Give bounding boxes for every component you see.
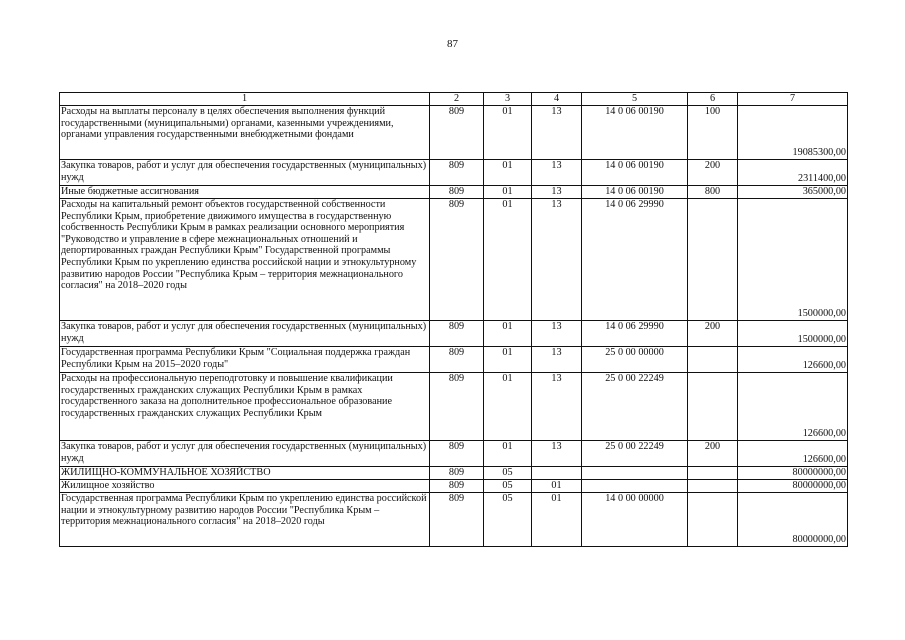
row-target-article: 14 0 06 00190: [582, 160, 688, 186]
row-amount: 365000,00: [738, 186, 848, 199]
row-amount: 80000000,00: [738, 467, 848, 480]
row-target-article: 14 0 06 29990: [582, 321, 688, 347]
row-ministry-code: 809: [430, 373, 484, 441]
table-row: [60, 373, 848, 441]
row-subsection-code: 13: [532, 160, 582, 186]
row-ministry-code: 809: [430, 199, 484, 321]
row-subsection-code: 13: [532, 321, 582, 347]
row-description: Расходы на капитальный ремонт объектов государственной собственности Республики Крым, приобретение движимого имущества в государственную собственность Республики Крым в рамках реализации основного мероприятия "Руководство и управление в сфере межнациональных отношений и депортированных граждан Республики Крым" Государственной программы Республики Крым по укреплению единства российской нации и этнокультурному развитию народов России "Республика Крым – территория межнационального согласия" на 2018–2020 годы: [60, 199, 430, 321]
row-expense-type: [688, 373, 738, 441]
row-target-article: 14 0 06 00190: [582, 106, 688, 160]
row-description: Закупка товаров, работ и услуг для обеспечения государственных (муниципальных) нужд: [60, 160, 430, 186]
row-expense-type: [688, 347, 738, 373]
row-expense-type: 200: [688, 321, 738, 347]
table-row: [60, 347, 848, 373]
row-amount: 80000000,00: [738, 480, 848, 493]
row-description: Государственная программа Республики Крым "Социальная поддержка граждан Республики Крым на 2015–2020 годы": [60, 347, 430, 373]
row-section-code: 05: [484, 467, 532, 480]
row-expense-type: [688, 493, 738, 547]
row-section-code: 01: [484, 186, 532, 199]
table-row: [60, 199, 848, 321]
row-target-article: 14 0 06 29990: [582, 199, 688, 321]
row-description: Расходы на выплаты персоналу в целях обеспечения выполнения функций государственными (муниципальными) органами, казенными учреждениями, органами управления государственными внебюджетными фондами: [60, 106, 430, 160]
row-expense-type: 200: [688, 441, 738, 467]
row-description: Государственная программа Республики Крым по укреплению единства российской нации и этнокультурному развитию народов России "Республика Крым – территория межнационального согласия" на 2018–2020 годы: [60, 493, 430, 547]
table-row: [60, 441, 848, 467]
row-description: Жилищное хозяйство: [60, 480, 430, 493]
row-subsection-code: 13: [532, 186, 582, 199]
row-section-code: 01: [484, 441, 532, 467]
row-section-code: 01: [484, 373, 532, 441]
row-subsection-code: 01: [532, 480, 582, 493]
column-header-5: 5: [582, 93, 688, 106]
row-amount: 126600,00: [738, 441, 848, 467]
row-subsection-code: 01: [532, 493, 582, 547]
row-ministry-code: 809: [430, 441, 484, 467]
row-section-code: 05: [484, 493, 532, 547]
row-subsection-code: 13: [532, 199, 582, 321]
row-subsection-code: 13: [532, 373, 582, 441]
budget-table: [59, 92, 848, 547]
row-section-code: 01: [484, 160, 532, 186]
row-section-code: 01: [484, 347, 532, 373]
row-amount: 19085300,00: [738, 106, 848, 160]
row-target-article: 25 0 00 00000: [582, 347, 688, 373]
row-target-article: [582, 480, 688, 493]
row-target-article: 14 0 06 00190: [582, 186, 688, 199]
row-expense-type: 800: [688, 186, 738, 199]
row-section-code: 01: [484, 321, 532, 347]
table-row: [60, 467, 848, 480]
row-ministry-code: 809: [430, 321, 484, 347]
row-subsection-code: [532, 467, 582, 480]
row-amount: 2311400,00: [738, 160, 848, 186]
row-section-code: 01: [484, 199, 532, 321]
column-header-1: 1: [60, 93, 430, 106]
row-section-code: 01: [484, 106, 532, 160]
row-amount: 126600,00: [738, 347, 848, 373]
column-header-7: 7: [738, 93, 848, 106]
row-subsection-code: 13: [532, 441, 582, 467]
row-ministry-code: 809: [430, 186, 484, 199]
row-description: Иные бюджетные ассигнования: [60, 186, 430, 199]
table-row: [60, 493, 848, 547]
row-description: ЖИЛИЩНО-КОММУНАЛЬНОЕ ХОЗЯЙСТВО: [60, 467, 430, 480]
row-ministry-code: 809: [430, 493, 484, 547]
table-row: [60, 480, 848, 493]
row-subsection-code: 13: [532, 347, 582, 373]
column-header-3: 3: [484, 93, 532, 106]
table-row: [60, 186, 848, 199]
row-expense-type: 200: [688, 160, 738, 186]
column-header-6: 6: [688, 93, 738, 106]
row-ministry-code: 809: [430, 160, 484, 186]
row-expense-type: [688, 480, 738, 493]
row-ministry-code: 809: [430, 480, 484, 493]
row-amount: 1500000,00: [738, 321, 848, 347]
page-number: 87: [447, 38, 458, 50]
table-row: [60, 106, 848, 160]
table-header-row: [60, 93, 848, 106]
row-target-article: 25 0 00 22249: [582, 441, 688, 467]
row-ministry-code: 809: [430, 106, 484, 160]
row-amount: 80000000,00: [738, 493, 848, 547]
row-amount: 1500000,00: [738, 199, 848, 321]
table-row: [60, 321, 848, 347]
row-target-article: [582, 467, 688, 480]
row-target-article: 25 0 00 22249: [582, 373, 688, 441]
row-expense-type: [688, 199, 738, 321]
column-header-4: 4: [532, 93, 582, 106]
row-description: Расходы на профессиональную переподготовку и повышение квалификации государственных гражданских служащих Республики Крым в рамках государственного заказа на дополнительное профессиональное образование государственных гражданских служащих Республики Крым: [60, 373, 430, 441]
row-expense-type: [688, 467, 738, 480]
row-description: Закупка товаров, работ и услуг для обеспечения государственных (муниципальных) нужд: [60, 321, 430, 347]
row-description: Закупка товаров, работ и услуг для обеспечения государственных (муниципальных) нужд: [60, 441, 430, 467]
column-header-2: 2: [430, 93, 484, 106]
row-target-article: 14 0 00 00000: [582, 493, 688, 547]
row-ministry-code: 809: [430, 347, 484, 373]
row-ministry-code: 809: [430, 467, 484, 480]
row-subsection-code: 13: [532, 106, 582, 160]
table-row: [60, 160, 848, 186]
row-amount: 126600,00: [738, 373, 848, 441]
row-expense-type: 100: [688, 106, 738, 160]
row-section-code: 05: [484, 480, 532, 493]
